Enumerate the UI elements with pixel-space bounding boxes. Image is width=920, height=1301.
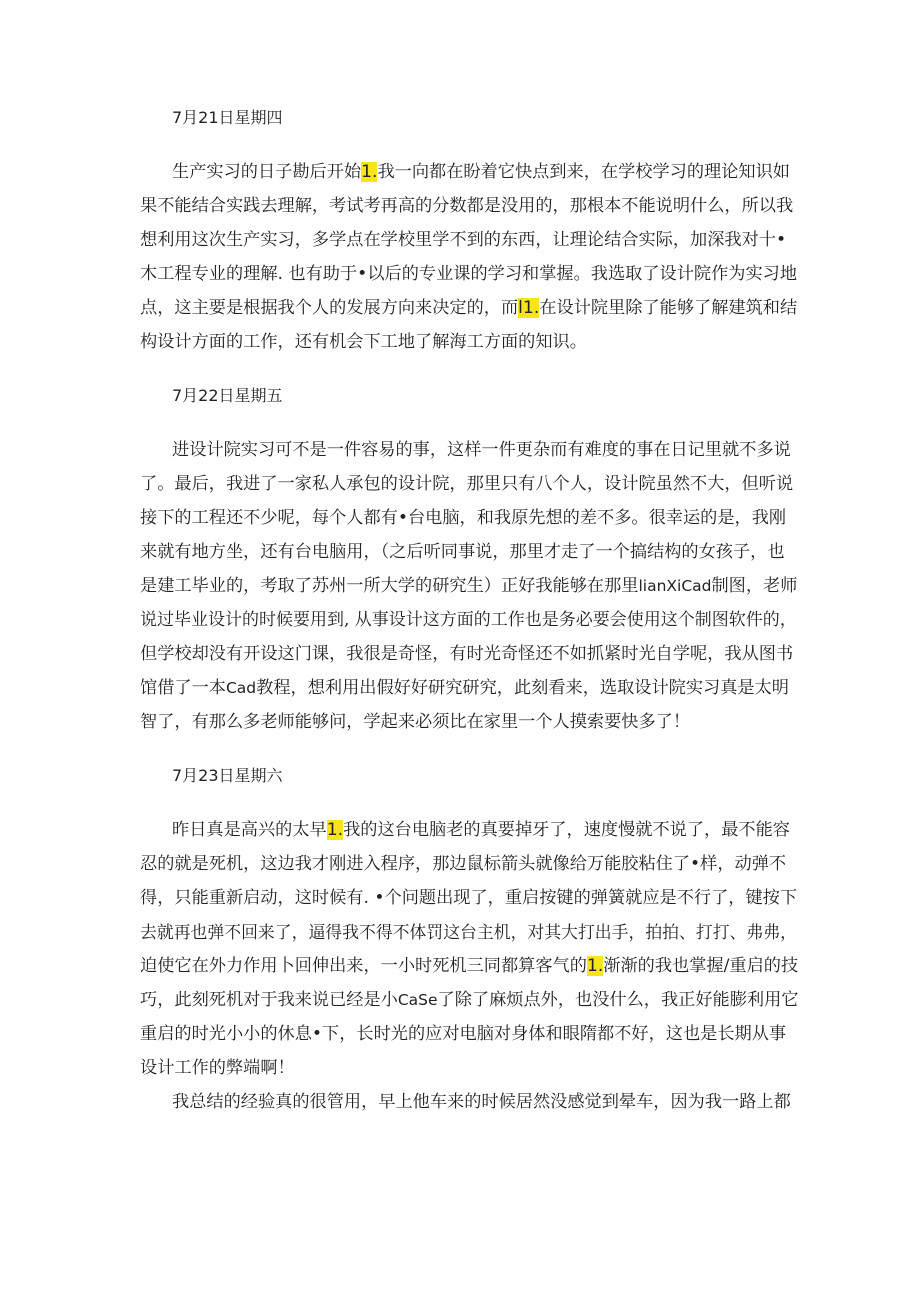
highlight-marker: l1. xyxy=(518,298,540,318)
text-run: 果不能结合实践去理解，考试考再高的分数都是没用的，那根本不能说明什么，所以我 xyxy=(140,196,794,216)
text-run: 制图，老师 xyxy=(711,576,798,596)
text-run: 生产实习的日子勘后开始 xyxy=(172,162,362,182)
highlight-marker: 1. xyxy=(361,162,378,182)
text-run: 渐渐的我也掌握/重启的技 xyxy=(603,956,799,976)
text-run: 构设计方面的工作，还有机会下工地了解海工方面的知识。 xyxy=(140,332,587,352)
latin-text: Cad xyxy=(225,679,257,697)
entry-body xyxy=(140,155,800,359)
text-run: 馆借了一本 xyxy=(140,678,226,698)
text-run: 我一向都在盼着它快点到来，在学校学习的理论知识如 xyxy=(377,162,790,182)
text-line xyxy=(140,671,800,705)
text-line xyxy=(140,881,800,915)
text-run: 想利用这次生产实习，多学点在学校里学不到的东西，让理论结合实际，加深我对十• xyxy=(140,230,787,250)
text-line xyxy=(140,847,800,881)
entry-date: 7月21日星期四 xyxy=(172,108,283,127)
text-line xyxy=(140,603,800,637)
text-line xyxy=(140,949,800,983)
text-run: 迫使它在外力作用卜回伸出来，一小时死机三同都算客气的 xyxy=(140,956,587,976)
text-run: 忍的就是死机，这边我才刚进入程序，那边鼠标箭头就像给万能胶粘住了•样，动弹不 xyxy=(140,854,787,874)
text-line xyxy=(140,291,800,325)
text-run: 得，只能重新启动，这时候有. •个问题出现了，重启按键的弹簧就应是不行了，键按下 xyxy=(140,888,798,908)
text-line xyxy=(140,813,800,847)
latin-text: lianXiCad xyxy=(638,577,712,595)
text-run: 在设计院里除了能够了解建筑和结 xyxy=(539,298,798,318)
text-run: 进设计院实习可不是一件容易的事，这样一件更杂而有难度的事在日记里就不多说 xyxy=(172,440,791,460)
text-line xyxy=(140,915,800,949)
highlight-marker: 1. xyxy=(326,820,344,840)
text-run: 说过毕业设计的时候要用到, 从事设计这方面的工作也是务必要会使用这个制图软件的， xyxy=(140,610,797,630)
text-run: 接下的工程还不少呢，每个人都有•台电脑，和我原先想的差不多。很幸运的是，我刚 xyxy=(140,508,787,528)
text-line xyxy=(140,257,800,291)
entry-body xyxy=(140,813,800,1119)
text-run: 教程，想利用出假好好研究研究，此刻看来，选取设计院实习真是太明 xyxy=(256,678,789,698)
highlight-marker: 1. xyxy=(586,956,604,976)
text-line xyxy=(140,223,800,257)
text-line xyxy=(140,1051,800,1085)
text-line xyxy=(140,637,800,671)
text-run: 来就有地方坐，还有台电脑用，（之后听同事说，那里才走了一个搞结构的女孩子，也 xyxy=(140,542,785,562)
entry-body xyxy=(140,433,800,739)
text-run: 我总结的经验真的很管用，早上他车来的时候居然没感觉到晕车，因为我一路上都 xyxy=(172,1092,791,1112)
text-run: 去就再也弹不回来了，逼得我不得不体罚这台主机，对其大打出手，拍拍、打打、弗弗， xyxy=(140,922,797,942)
text-line xyxy=(140,325,800,359)
text-run: 但学校却没有开设这门课，我很是奇怪，有时光奇怪还不如抓紧时光自学呢，我从图书 xyxy=(140,644,794,664)
text-line xyxy=(140,705,800,739)
text-line xyxy=(140,467,800,501)
text-line xyxy=(140,1085,800,1119)
text-run: 了除了麻烦点外，也没什么，我正好能膨利用它 xyxy=(437,990,799,1010)
text-run: 我的这台电脑老的真要掉牙了，速度慢就不说了，最不能容 xyxy=(343,820,790,840)
text-line xyxy=(140,189,800,223)
entry-date: 7月23日星期六 xyxy=(172,766,283,785)
text-line xyxy=(140,1017,800,1051)
text-run: 昨日真是高兴的太早 xyxy=(172,820,327,840)
text-line xyxy=(140,535,800,569)
text-run: 巧，此刻死机对于我来说已经是小 xyxy=(140,990,398,1010)
text-line xyxy=(140,155,800,189)
text-run: 智了，有那么多老师能够问，学起来必须比在家里一个人摸索要快多了！ xyxy=(140,712,691,732)
text-line xyxy=(140,983,800,1017)
text-run: 设计工作的弊端啊！ xyxy=(140,1058,295,1078)
text-run: 木工程专业的理解. 也有助于•以后的专业课的学习和掌握。我选取了设计院作为实习地 xyxy=(140,264,798,284)
entry-date: 7月22日星期五 xyxy=(172,386,283,405)
text-line xyxy=(140,569,800,603)
text-line xyxy=(140,433,800,467)
text-run: 是建工毕业的，考取了苏州一所大学的研究生）正好我能够在那里 xyxy=(140,576,639,596)
text-run: 重启的时光小小的休息•下，长时光的应对电脑对身体和眼隋都不好，这也是长期从事 xyxy=(140,1024,787,1044)
text-line xyxy=(140,501,800,535)
latin-text: CaSe xyxy=(397,991,438,1009)
text-run: 了。最后，我进了一家私人承包的设计院，那里只有八个人，设计院虽然不大，但听说 xyxy=(140,474,794,494)
text-run: 点，这主要是根据我个人的发展方向来决定的，而 xyxy=(140,298,519,318)
